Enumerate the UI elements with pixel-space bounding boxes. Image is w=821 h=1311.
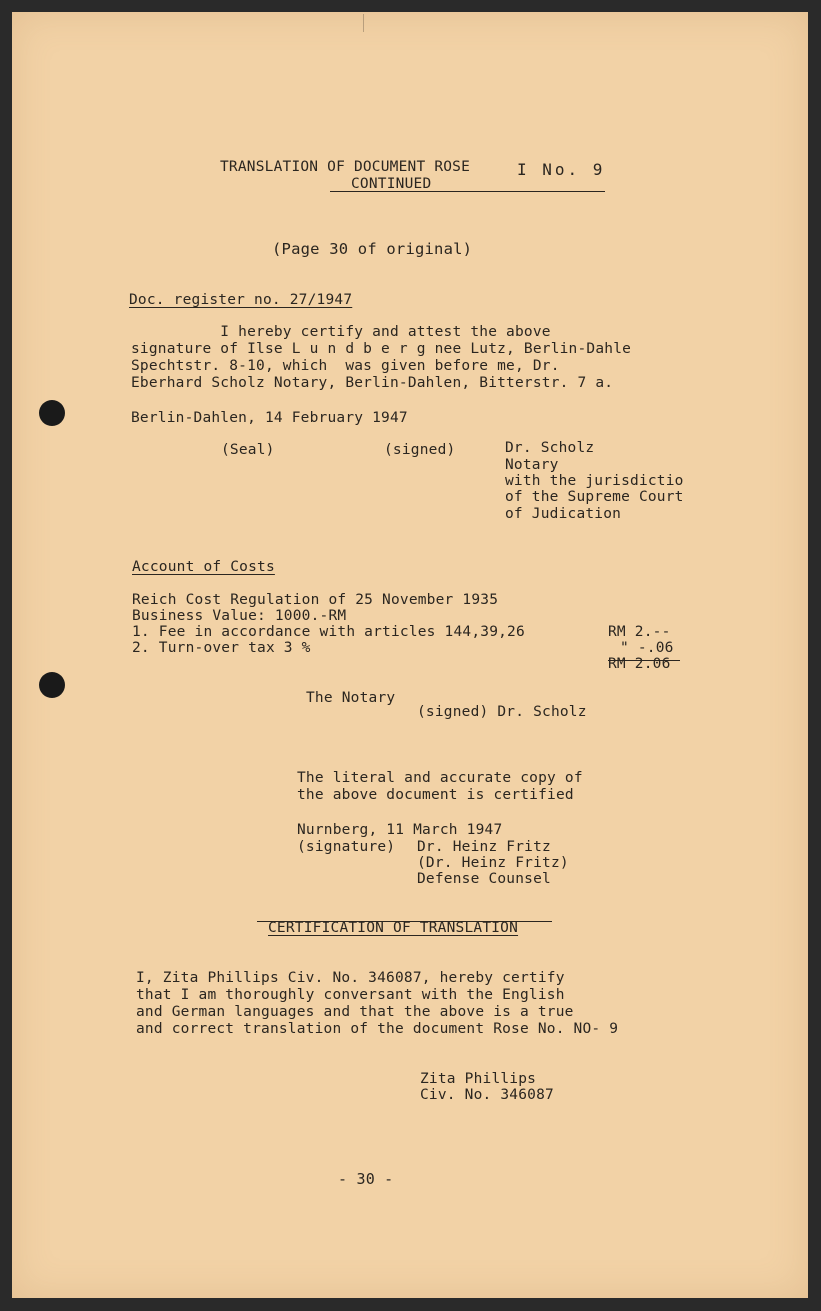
costs-line: Reich Cost Regulation of 25 November 1935 [132, 592, 499, 608]
translation-cert-line: that I am thoroughly conversant with the English [136, 987, 565, 1003]
signer-line: Defense Counsel [417, 871, 551, 887]
translation-cert-line: I, Zita Phillips Civ. No. 346087, hereby certify [136, 970, 565, 986]
signer-line: Dr. Heinz Fritz [417, 839, 551, 855]
notary-block-line: Dr. Scholz [505, 440, 595, 456]
register-line: I hereby certify and attest the above [131, 324, 551, 340]
notary-label: The Notary [306, 690, 396, 706]
costs-line: 1. Fee in accordance with articles 144,39,26 [132, 624, 525, 640]
translation-cert-line: and correct translation of the document Rose No. NO- 9 [136, 1021, 619, 1037]
signed-label: (signed) [384, 442, 456, 458]
continued-label: CONTINUED [351, 176, 432, 192]
notary-block-line: with the jurisdictio [505, 473, 684, 489]
document-title: TRANSLATION OF DOCUMENT ROSE [220, 159, 471, 175]
translator-name: Zita Phillips [420, 1071, 537, 1087]
signature-label: (signature) [297, 839, 396, 855]
notary-block-line: of the Supreme Court [505, 489, 684, 505]
page-number: - 30 - [338, 1170, 394, 1188]
costs-heading: Account of Costs [132, 559, 275, 575]
register-heading: Doc. register no. 27/1947 [129, 292, 353, 308]
document-page [12, 12, 808, 1298]
notary-block-line: of Judication [505, 506, 622, 522]
copy-cert-line: The literal and accurate copy of [297, 770, 583, 786]
notary-signed: (signed) Dr. Scholz [417, 704, 587, 720]
costs-line: Business Value: 1000.-RM [132, 608, 347, 624]
punch-hole-top [39, 400, 65, 426]
page-of-original: (Page 30 of original) [272, 240, 473, 258]
copy-cert-place-date: Nurnberg, 11 March 1947 [297, 822, 503, 838]
translator-civ-no: Civ. No. 346087 [420, 1087, 554, 1103]
cost-amount-total: RM 2.06 [608, 656, 671, 672]
document-number: I No. 9 [517, 160, 606, 179]
cost-amount-tax: " -.06 [620, 640, 674, 656]
translation-cert-line: and German languages and that the above is a true [136, 1004, 574, 1020]
register-line: Spechtstr. 8-10, which was given before me, Dr. [131, 358, 560, 374]
cost-amount-fee: RM 2.-- [608, 624, 671, 640]
copy-cert-line: the above document is certified [297, 787, 574, 803]
costs-line: 2. Turn-over tax 3 % [132, 640, 311, 656]
register-line: Eberhard Scholz Notary, Berlin-Dahlen, Bitterstr. 7 a. [131, 375, 614, 391]
punch-hole-bottom [39, 672, 65, 698]
notary-block-line: Notary [505, 457, 559, 473]
register-place-date: Berlin-Dahlen, 14 February 1947 [131, 410, 408, 426]
register-line: signature of Ilse L u n d b e r g nee Lutz, Berlin-Dahle [131, 341, 632, 357]
translation-cert-heading: CERTIFICATION OF TRANSLATION [268, 920, 519, 936]
signer-line: (Dr. Heinz Fritz) [417, 855, 569, 871]
header-rule [330, 191, 605, 192]
paper-mark [363, 14, 364, 32]
seal-label: (Seal) [221, 442, 275, 458]
